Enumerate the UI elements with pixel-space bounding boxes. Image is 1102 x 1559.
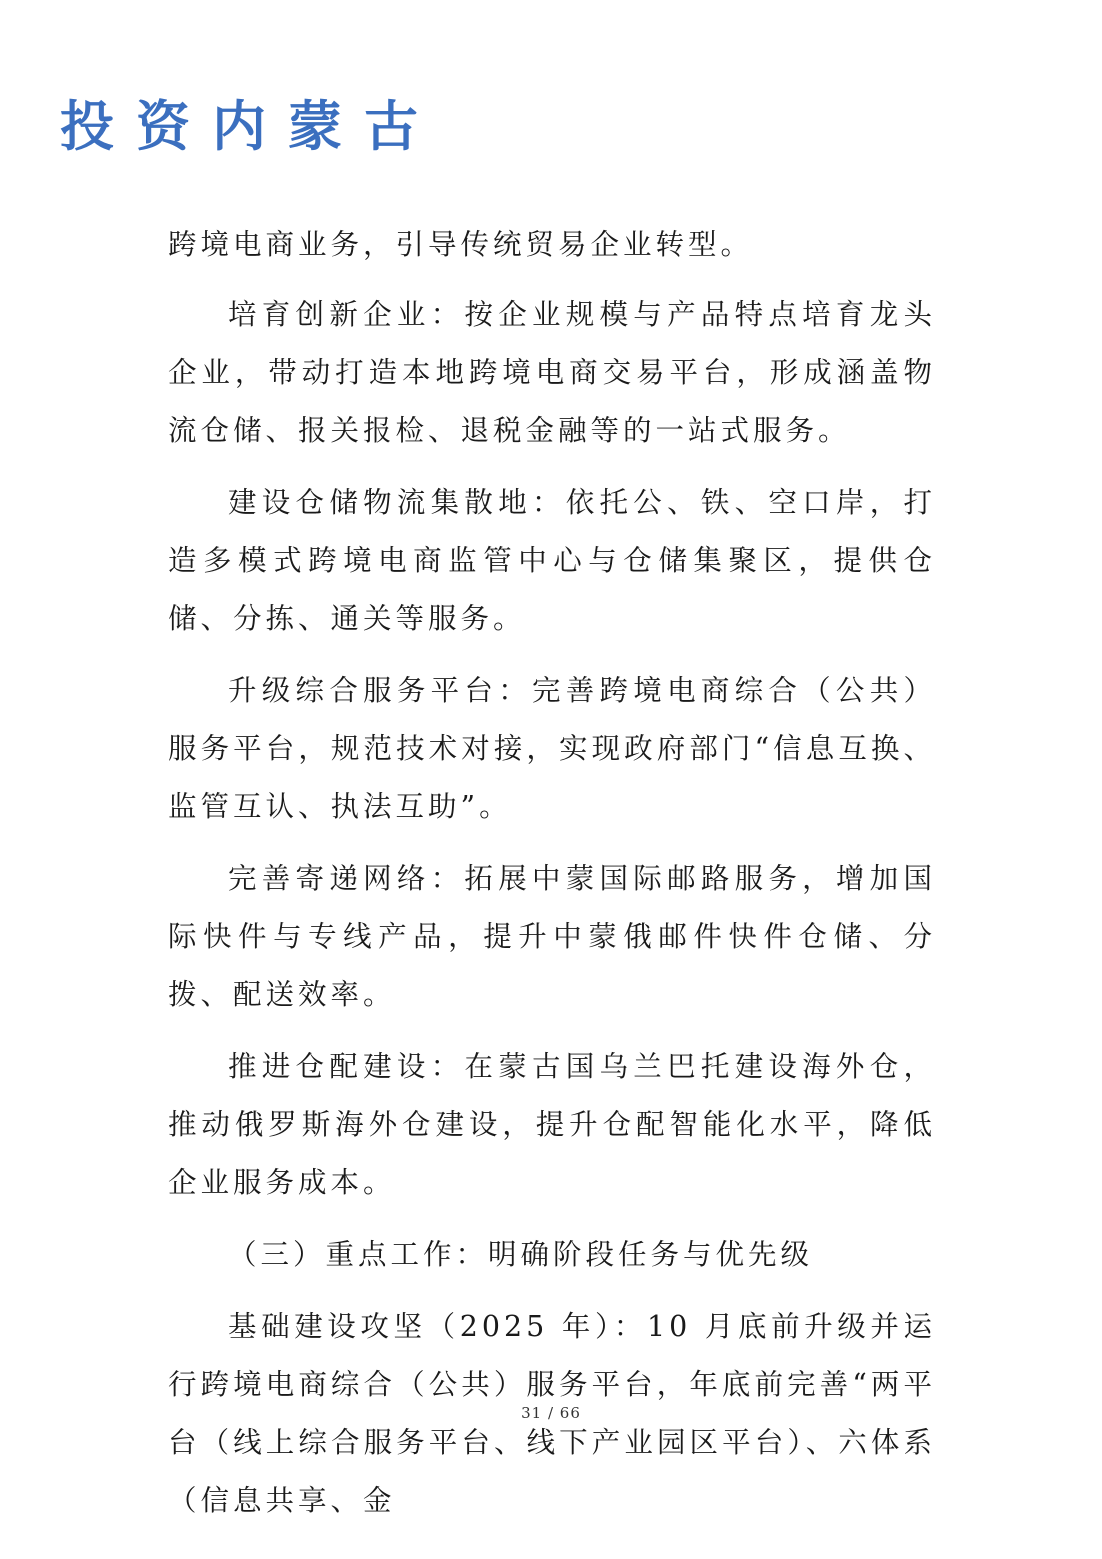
paragraph-innovative-enterprises: 培育创新企业：按企业规模与产品特点培育龙头企业，带动打造本地跨境电商交易平台，形成涵盖物流仓储、报关报检、退税金融等的一站式服务。 [168, 298, 936, 447]
paragraph-warehouse-construction: 推进仓配建设：在蒙古国乌兰巴托建设海外仓，推动俄罗斯海外仓建设，提升仓配智能化水平，降低企业服务成本。 [168, 1050, 936, 1199]
paragraph-continuation: 跨境电商业务，引导传统贸易企业转型。 [168, 228, 754, 261]
paragraph-service-platform: 升级综合服务平台：完善跨境电商综合（公共）服务平台，规范技术对接，实现政府部门“信息互换、监管互认、执法互助”。 [168, 674, 936, 823]
page-header-title: 投资内蒙古 [60, 94, 440, 158]
section-heading: （三）重点工作：明确阶段任务与优先级 [228, 1238, 814, 1271]
paragraph-infrastructure: 基础建设攻坚（2025 年）：10 月底前升级并运行跨境电商综合（公共）服务平台，年底前完善“两平台（线上综合服务平台、线下产业园区平台）、六体系（信息共享、金 [168, 1310, 936, 1517]
page-number: 31 / 66 [521, 1404, 581, 1422]
document-body [168, 216, 936, 1544]
paragraph-delivery-network: 完善寄递网络：拓展中蒙国际邮路服务，增加国际快件与专线产品，提升中蒙俄邮件快件仓储、分拨、配送效率。 [168, 862, 936, 1011]
paragraph-logistics-hub: 建设仓储物流集散地：依托公、铁、空口岸，打造多模式跨境电商监管中心与仓储集聚区，提供仓储、分拣、通关等服务。 [168, 486, 936, 635]
